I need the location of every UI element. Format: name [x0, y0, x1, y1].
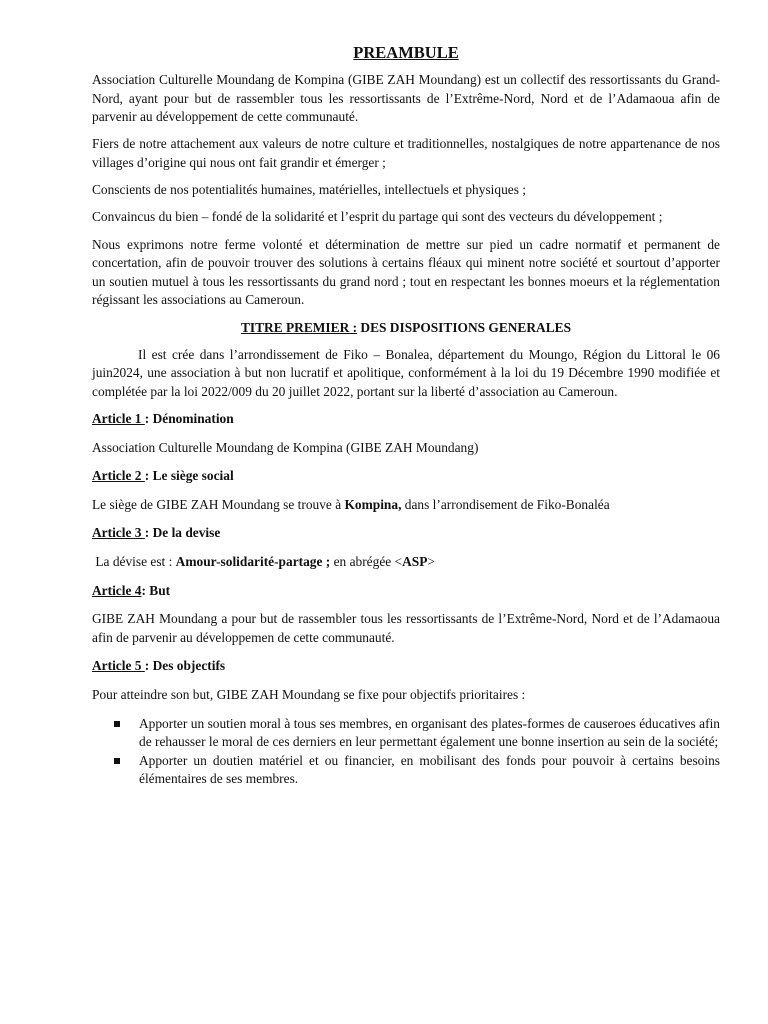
- article-1-heading: [92, 410, 720, 429]
- article-3-number: Article 3: [92, 525, 145, 541]
- article-2-text-before: Le siège de GIBE ZAH Moundang se trouve à: [92, 496, 345, 512]
- article-3-motto: Amour-solidarité-partage ;: [175, 554, 331, 570]
- objectives-list: [92, 715, 720, 789]
- article-2-text-after: dans l’arrondisement de Fiko-Bonaléa: [401, 496, 610, 512]
- titre-premier-text: DES DISPOSITIONS GENERALES: [357, 319, 572, 335]
- objective-text: Apporter un soutien moral à tous ses membres, en organisant des plates-formes de causeroes éducatives afin de rehausser le moral de ces derniers en leur permettant également une bonne insertion au sein de la société;: [139, 715, 720, 750]
- article-3-text-after: >: [427, 554, 435, 570]
- article-5-title: : Des objectifs: [144, 658, 226, 674]
- article-4-heading: [92, 582, 720, 601]
- article-1-number: Article 1: [92, 411, 145, 427]
- article-3-heading: [92, 524, 720, 543]
- article-3-text-before: La dévise est :: [92, 554, 176, 570]
- titre-premier-heading: [92, 319, 720, 338]
- article-2-heading: [92, 467, 720, 486]
- article-3-abbreviation: ASP: [402, 554, 428, 570]
- article-1-text: Association Culturelle Moundang de Kompina (GIBE ZAH Moundang): [92, 439, 479, 455]
- article-2-title: : Le siège social: [144, 468, 234, 484]
- article-3-title: : De la devise: [144, 525, 221, 541]
- article-4-text: GIBE ZAH Moundang a pour but de rassembler tous les ressortissants de l’Extrême-Nord, Nord et de l’Adamaoua afin de parvenir au développemen de cette communauté.: [92, 611, 720, 645]
- article-4-number: Article 4: [92, 582, 142, 598]
- square-bullet-icon: [114, 758, 120, 764]
- intro-paragraph: Il est crée dans l’arrondissement de Fiko – Bonalea, département du Moungo, Région du Littoral le 06 juin2024, une association à but non lucratif et apolitique, conformément à la loi du 19 Décembre 1990 modifiée et complétée par la loi 2022/009 du 20 juillet 2022, portant sur la liberté d’association au Cameroun.: [92, 346, 720, 399]
- preamble-paragraph-3: Conscients de nos potentialités humaines, matérielles, intellectuels et physiques ;: [92, 182, 526, 198]
- list-item: [92, 752, 720, 789]
- list-item: [92, 715, 720, 752]
- article-2-location: Kompina,: [344, 496, 402, 512]
- article-2-number: Article 2: [92, 468, 145, 484]
- titre-premier-label: TITRE PREMIER :: [240, 319, 358, 335]
- objective-text: Apporter un doutien matériel et ou financier, en mobilisant des fonds pour pouvoir à certains besoins élémentaires de ses membres.: [139, 752, 720, 787]
- preamble-paragraph-4: Convaincus du bien – fondé de la solidarité et l’esprit du partage qui sont des vecteurs du développement ;: [92, 209, 663, 225]
- square-bullet-icon: [114, 721, 120, 727]
- article-5-text: Pour atteindre son but, GIBE ZAH Moundang se fixe pour objectifs prioritaires :: [92, 687, 526, 702]
- preamble-paragraph-1: Association Culturelle Moundang de Kompina (GIBE ZAH Moundang) est un collectif des ressortissants du Grand-Nord, ayant pour but de rassembler tous les ressortissants de l’Extrême-Nord, Nord et de l’Adamaoua afin de parvenir au développement de cette communauté.: [92, 72, 720, 125]
- article-5-heading: [92, 657, 720, 676]
- article-4-title: : But: [141, 582, 171, 598]
- article-2-text: [92, 496, 720, 515]
- article-5-number: Article 5: [92, 658, 145, 674]
- page-title: PREAMBULE: [353, 43, 459, 62]
- article-1-title: : Dénomination: [144, 411, 234, 427]
- preamble-paragraph-5: Nous exprimons notre ferme volonté et détermination de mettre sur pied un cadre normatif et permanent de concertation, afin de pouvoir trouver des solutions à certains fléaux qui minent notre société et sourtout d’apporter un soutien mutuel à tous les ressortissants du grand nord ; tout en respectant les bonnes moeurs et la réglementation régissant les associations au Cameroun.: [92, 236, 720, 308]
- preamble-paragraph-2: Fiers de notre attachement aux valeurs de notre culture et traditionnelles, nostalgiques de notre appartenance de nos villages d’origine qui nous ont fait grandir et émerger ;: [92, 136, 720, 170]
- article-3-text-middle: en abrégée <: [330, 554, 403, 570]
- article-3-text: [92, 553, 720, 572]
